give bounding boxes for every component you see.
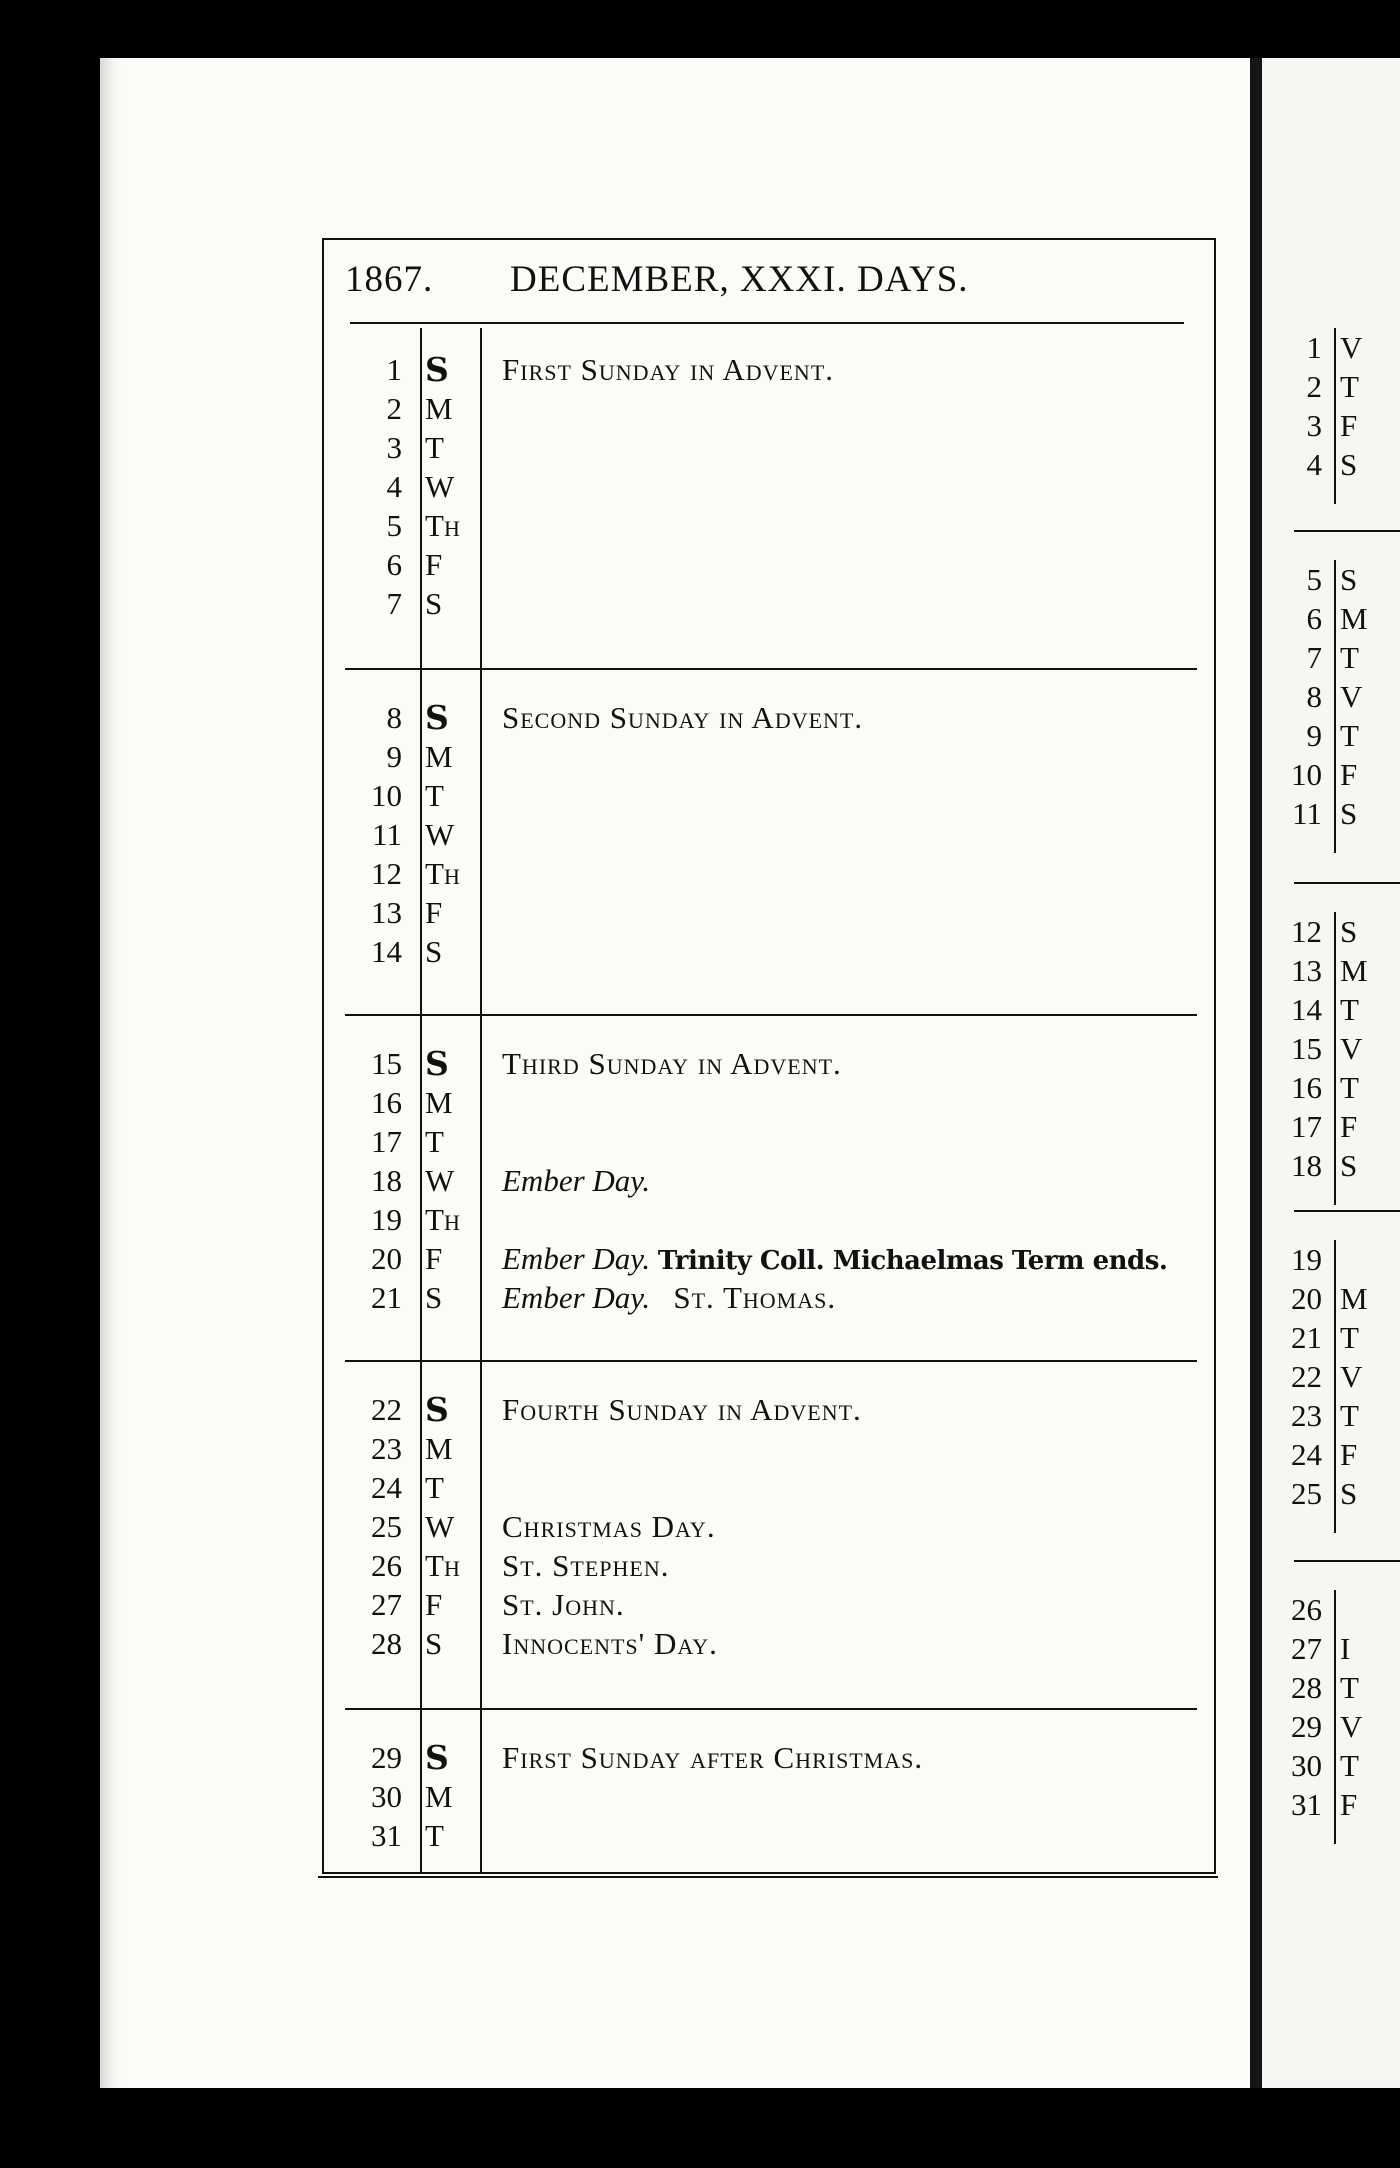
facing-weekday-letter: S (1340, 562, 1358, 597)
feast-name: Innocents' Day. (502, 1626, 718, 1661)
day-row (345, 1239, 1197, 1278)
day-number: 22 (371, 1392, 402, 1427)
weekday-letter (425, 1083, 453, 1122)
day-row (345, 1546, 1197, 1585)
facing-weekday-letter: V (1340, 330, 1363, 365)
facing-day-number: 27 (1291, 1631, 1322, 1666)
facing-day-number: 1 (1306, 330, 1322, 365)
weekday-letter (425, 584, 442, 623)
facing-day-row (1262, 1668, 1392, 1707)
weekday-initial: W (425, 1509, 455, 1544)
facing-weekday-letter: V (1340, 1359, 1363, 1394)
day-number: 6 (386, 547, 402, 582)
weekday-letter (425, 854, 460, 896)
facing-day-number: 10 (1291, 757, 1322, 792)
day-number: 27 (371, 1587, 402, 1622)
day-number: 1 (386, 352, 402, 387)
facing-day-number: 21 (1291, 1320, 1322, 1355)
facing-day-row (1262, 1107, 1392, 1146)
facing-day-number: 19 (1291, 1242, 1322, 1277)
facing-weekday-letter: S (1340, 1476, 1358, 1511)
day-number: 16 (371, 1085, 402, 1120)
day-row (345, 1122, 1197, 1161)
day-row (345, 1083, 1197, 1122)
weekday-initial: T (425, 1202, 444, 1237)
header-year: 1867. (345, 259, 434, 300)
facing-day-number: 25 (1291, 1476, 1322, 1511)
facing-weekday-letter: S (1340, 796, 1358, 831)
day-row (345, 1468, 1197, 1507)
day-row (345, 932, 1197, 971)
day-number: 4 (386, 469, 402, 504)
feast-name: Second Sunday in Advent. (502, 700, 864, 735)
weekday-initial: S (425, 1626, 443, 1661)
day-number: 3 (386, 430, 402, 465)
weekday-initial: F (425, 547, 443, 582)
day-row (345, 1278, 1197, 1317)
weekday-initial: M (425, 1085, 453, 1120)
day-number: 2 (386, 391, 402, 426)
weekday-letter (425, 506, 460, 548)
facing-day-row (1262, 1590, 1392, 1629)
feast-name: First Sunday after Christmas. (502, 1740, 924, 1775)
weekday-letter (425, 467, 454, 506)
day-number: 21 (371, 1280, 402, 1315)
facing-day-number: 11 (1292, 796, 1322, 831)
facing-day-number: 3 (1306, 408, 1322, 443)
day-event (502, 698, 863, 737)
weekday-initial: T (425, 1124, 444, 1159)
weekday-suffix: H (443, 516, 460, 541)
facing-weekday-letter: M (1340, 1281, 1368, 1316)
facing-day-row (1262, 951, 1392, 990)
facing-weekday-letter: F (1340, 1109, 1358, 1144)
facing-day-number: 9 (1306, 718, 1322, 753)
weekday-initial: T (425, 1470, 444, 1505)
week-rule (345, 1360, 1197, 1362)
facing-weekday-letter: V (1340, 1709, 1363, 1744)
weekday-initial: S (425, 698, 449, 737)
week-block (345, 1014, 1197, 1354)
weekday-letter (425, 545, 442, 584)
feast-name: Christmas Day. (502, 1509, 716, 1544)
facing-week-rule (1294, 1210, 1400, 1212)
facing-day-row (1262, 1146, 1392, 1185)
weekday-letter (425, 1239, 442, 1278)
day-row (345, 1585, 1197, 1624)
facing-day-number: 16 (1291, 1070, 1322, 1105)
weekday-letter (425, 1161, 454, 1200)
day-row (345, 893, 1197, 932)
day-event (502, 1585, 625, 1624)
facing-weekday-letter: M (1340, 953, 1368, 988)
facing-day-number: 20 (1291, 1281, 1322, 1316)
weekday-initial: T (425, 856, 444, 891)
week-block (345, 668, 1197, 1008)
weekday-initial: T (425, 1548, 444, 1583)
facing-weekday-letter: F (1340, 408, 1358, 443)
weekday-initial: W (425, 1163, 455, 1198)
weekday-initial: T (425, 1818, 444, 1853)
facing-day-row (1262, 755, 1392, 794)
day-row (345, 545, 1197, 584)
feast-name: St. John. (502, 1587, 625, 1622)
facing-weekday-letter: F (1340, 757, 1358, 792)
day-row (345, 428, 1197, 467)
day-number: 13 (371, 895, 402, 930)
facing-weekday-letter: T (1340, 640, 1359, 675)
weekday-letter (425, 698, 449, 737)
day-row (345, 1816, 1197, 1855)
day-row (345, 1624, 1197, 1663)
day-event (502, 1507, 716, 1546)
facing-day-row (1262, 1318, 1392, 1357)
day-row (345, 1044, 1197, 1083)
weekday-suffix: H (443, 1210, 460, 1235)
facing-day-row (1262, 912, 1392, 951)
day-event (502, 350, 834, 389)
day-row (345, 1507, 1197, 1546)
weekday-initial: S (425, 934, 443, 969)
weekday-letter (425, 776, 444, 815)
day-number: 23 (371, 1431, 402, 1466)
facing-day-number: 4 (1306, 447, 1322, 482)
weekday-letter (425, 815, 454, 854)
facing-weekday-letter: I (1340, 1631, 1351, 1666)
facing-weekday-letter: T (1340, 992, 1359, 1027)
feast-name: First Sunday in Advent. (502, 352, 835, 387)
day-number: 18 (371, 1163, 402, 1198)
facing-day-row (1262, 716, 1392, 755)
day-event (502, 1738, 923, 1777)
day-number: 30 (371, 1779, 402, 1814)
weekday-initial: S (425, 586, 443, 621)
facing-day-row (1262, 990, 1392, 1029)
day-number: 10 (371, 778, 402, 813)
facing-weekday-letter: V (1340, 679, 1363, 714)
facing-weekday-letter: V (1340, 1031, 1363, 1066)
weekday-letter (425, 1624, 442, 1663)
day-number: 5 (386, 508, 402, 543)
day-number: 17 (371, 1124, 402, 1159)
facing-weekday-letter: T (1340, 1070, 1359, 1105)
weekday-letter (425, 1546, 460, 1588)
facing-day-row (1262, 638, 1392, 677)
weekday-initial: S (425, 1738, 449, 1777)
facing-weekday-letter: S (1340, 914, 1358, 949)
day-number: 24 (371, 1470, 402, 1505)
day-number: 31 (371, 1818, 402, 1853)
facing-day-number: 26 (1291, 1592, 1322, 1627)
facing-weekday-letter: F (1340, 1437, 1358, 1472)
day-row (345, 506, 1197, 545)
weekday-letter (425, 737, 453, 776)
week-block (345, 1708, 1197, 1858)
facing-day-row (1262, 1279, 1392, 1318)
weekday-letter (425, 1738, 449, 1777)
weekday-initial: M (425, 391, 453, 426)
facing-day-row (1262, 1629, 1392, 1668)
facing-weekday-letter: T (1340, 1670, 1359, 1705)
facing-day-number: 2 (1306, 369, 1322, 404)
facing-day-number: 17 (1291, 1109, 1322, 1144)
facing-day-row (1262, 1396, 1392, 1435)
frame-double-rule (318, 1876, 1218, 1878)
facing-weekday-letter: T (1340, 1320, 1359, 1355)
weekday-initial: S (425, 350, 449, 389)
term-note: Trinity Coll. Michaelmas Term ends. (657, 1246, 1168, 1276)
weekday-letter (425, 1390, 449, 1429)
facing-day-row (1262, 1357, 1392, 1396)
week-rule (345, 1708, 1197, 1710)
weekday-initial: T (425, 508, 444, 543)
facing-day-number: 28 (1291, 1670, 1322, 1705)
weekday-initial: F (425, 1587, 443, 1622)
weekday-initial: S (425, 1280, 443, 1315)
facing-day-row (1262, 1068, 1392, 1107)
facing-weekday-letter: S (1340, 447, 1358, 482)
facing-week-rule (1294, 882, 1400, 884)
facing-day-row (1262, 445, 1392, 484)
facing-day-row (1262, 1746, 1392, 1785)
header-title: DECEMBER, XXXI. DAYS. (510, 259, 969, 300)
facing-day-row (1262, 677, 1392, 716)
weekday-initial: M (425, 739, 453, 774)
day-number: 19 (371, 1202, 402, 1237)
facing-day-number: 7 (1306, 640, 1322, 675)
facing-day-row (1262, 560, 1392, 599)
weekday-suffix: H (443, 864, 460, 889)
facing-day-number: 31 (1291, 1787, 1322, 1822)
day-row (345, 584, 1197, 623)
day-event (502, 1390, 862, 1429)
day-row (345, 1738, 1197, 1777)
day-number: 7 (386, 586, 402, 621)
weekday-letter (425, 1044, 449, 1083)
feast-name: Fourth Sunday in Advent. (502, 1392, 862, 1427)
facing-day-number: 15 (1291, 1031, 1322, 1066)
weekday-initial: M (425, 1779, 453, 1814)
weekday-letter (425, 428, 444, 467)
day-row (345, 389, 1197, 428)
weekday-initial: W (425, 469, 455, 504)
day-event (502, 1161, 650, 1200)
weekday-letter (425, 932, 442, 971)
weekday-letter (425, 1777, 453, 1816)
day-row (345, 815, 1197, 854)
facing-day-row (1262, 1785, 1392, 1824)
day-event (502, 1624, 718, 1663)
day-row (345, 698, 1197, 737)
weekday-initial: T (425, 778, 444, 813)
facing-day-number: 30 (1291, 1748, 1322, 1783)
weekday-suffix: H (443, 1556, 460, 1581)
facing-weekday-letter: T (1340, 1398, 1359, 1433)
feast-name: St. Thomas. (673, 1280, 837, 1315)
weekday-letter (425, 350, 449, 389)
day-number: 25 (371, 1509, 402, 1544)
weekday-letter (425, 1585, 442, 1624)
ember-day-note: Ember Day. (502, 1241, 651, 1276)
day-row (345, 467, 1197, 506)
facing-week-rule (1294, 530, 1400, 532)
facing-day-row (1262, 367, 1392, 406)
day-number: 9 (386, 739, 402, 774)
weekday-letter (425, 389, 453, 428)
day-row (345, 1161, 1197, 1200)
facing-day-number: 6 (1306, 601, 1322, 636)
day-number: 8 (386, 700, 402, 735)
weekday-letter (425, 1122, 444, 1161)
week-block (345, 1360, 1197, 1700)
day-row (345, 776, 1197, 815)
weekday-initial: W (425, 817, 455, 852)
facing-day-row (1262, 1435, 1392, 1474)
facing-weekday-letter: T (1340, 1748, 1359, 1783)
day-row (345, 1390, 1197, 1429)
ember-day-note: Ember Day. (502, 1163, 651, 1198)
weekday-letter (425, 1507, 454, 1546)
feast-name: St. Stephen. (502, 1548, 670, 1583)
day-row (345, 1777, 1197, 1816)
day-row (345, 1429, 1197, 1468)
weekday-letter (425, 1200, 460, 1242)
day-number: 29 (371, 1740, 402, 1775)
facing-weekday-letter: F (1340, 1787, 1358, 1822)
page-header (345, 258, 1195, 308)
facing-day-number: 29 (1291, 1709, 1322, 1744)
day-row (345, 350, 1197, 389)
weekday-letter (425, 1278, 442, 1317)
weekday-initial: S (425, 1390, 449, 1429)
weekday-letter (425, 1468, 444, 1507)
week-rule (345, 1014, 1197, 1016)
ember-day-note: Ember Day. (502, 1280, 651, 1315)
facing-day-row (1262, 794, 1392, 833)
facing-day-number: 14 (1291, 992, 1322, 1027)
weekday-initial: T (425, 430, 444, 465)
day-row (345, 1200, 1197, 1239)
facing-day-number: 24 (1291, 1437, 1322, 1472)
facing-weekday-letter: S (1340, 1148, 1358, 1183)
facing-day-row (1262, 599, 1392, 638)
day-number: 15 (371, 1046, 402, 1081)
facing-day-row (1262, 1240, 1392, 1279)
facing-day-number: 23 (1291, 1398, 1322, 1433)
facing-weekday-letter: M (1340, 601, 1368, 636)
facing-day-number: 22 (1291, 1359, 1322, 1394)
day-event (502, 1278, 836, 1317)
book-spine (1250, 58, 1262, 2088)
weekday-letter (425, 1816, 444, 1855)
facing-day-number: 18 (1291, 1148, 1322, 1183)
day-number: 12 (371, 856, 402, 891)
facing-day-number: 8 (1306, 679, 1322, 714)
facing-day-number: 13 (1291, 953, 1322, 988)
weekday-letter (425, 1429, 453, 1468)
day-number: 26 (371, 1548, 402, 1583)
day-number: 20 (371, 1241, 402, 1276)
facing-weekday-letter: T (1340, 718, 1359, 753)
weekday-letter (425, 893, 442, 932)
facing-weekday-letter: T (1340, 369, 1359, 404)
week-block (345, 320, 1197, 660)
week-rule (345, 668, 1197, 670)
facing-week-rule (1294, 1560, 1400, 1562)
day-row (345, 737, 1197, 776)
day-number: 11 (372, 817, 402, 852)
day-row (345, 854, 1197, 893)
facing-page (1262, 58, 1400, 2088)
facing-day-row (1262, 328, 1392, 367)
facing-day-row (1262, 406, 1392, 445)
day-event (502, 1239, 1167, 1281)
weekday-initial: F (425, 1241, 443, 1276)
facing-day-number: 5 (1306, 562, 1322, 597)
day-event (502, 1044, 842, 1083)
facing-day-number: 12 (1291, 914, 1322, 949)
weekday-initial: M (425, 1431, 453, 1466)
weekday-initial: F (425, 895, 443, 930)
feast-name: Third Sunday in Advent. (502, 1046, 842, 1081)
weekday-initial: S (425, 1044, 449, 1083)
day-event (502, 1546, 670, 1585)
facing-day-row (1262, 1029, 1392, 1068)
facing-day-row (1262, 1707, 1392, 1746)
facing-day-row (1262, 1474, 1392, 1513)
day-number: 28 (371, 1626, 402, 1661)
day-number: 14 (371, 934, 402, 969)
page-edge (100, 58, 122, 2088)
